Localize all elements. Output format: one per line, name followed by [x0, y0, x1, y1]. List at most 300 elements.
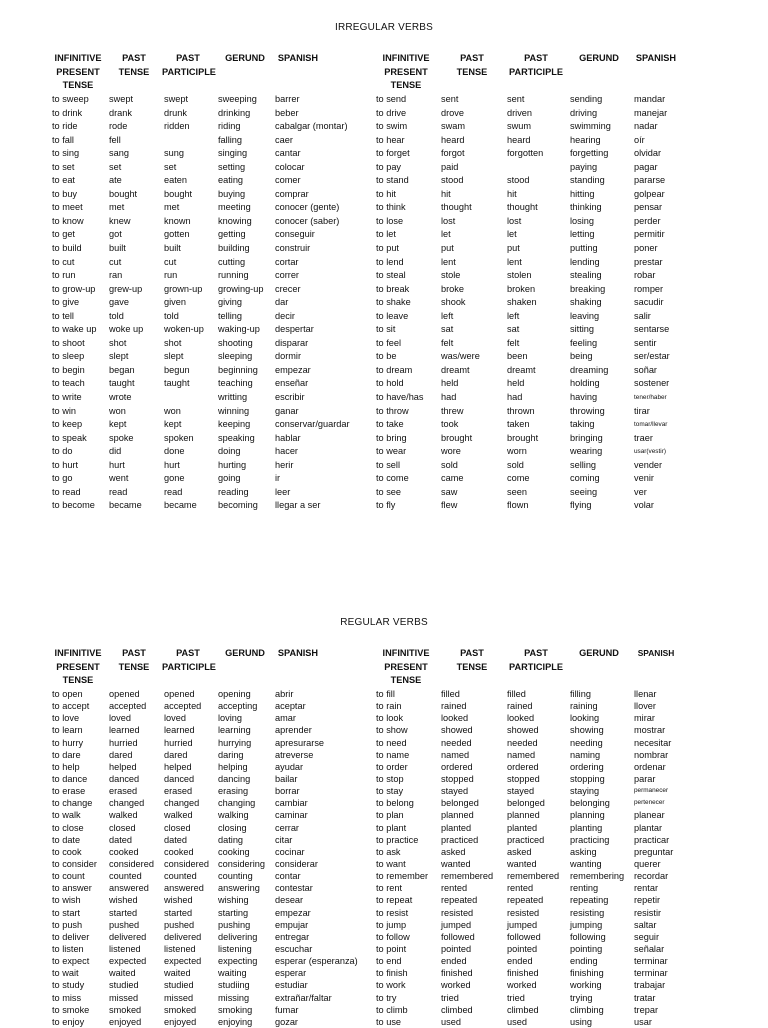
table-cell: practiced [507, 834, 545, 845]
table-cell: cooking [218, 846, 250, 857]
table-cell: fumar [275, 1004, 299, 1015]
table-cell: to order [376, 761, 408, 772]
table-cell: walked [109, 810, 138, 821]
table-cell: met [164, 202, 180, 213]
table-cell: to see [376, 486, 402, 497]
table-cell: nombrar [634, 749, 669, 760]
table-cell: to build [52, 243, 82, 254]
table-cell: bailar [275, 773, 298, 784]
table-cell: lending [570, 256, 600, 267]
table-cell: throwing [570, 405, 605, 416]
irregular-left-participle-col [164, 93, 204, 513]
table-cell: permanecer [634, 787, 669, 795]
table-cell: hit [507, 188, 517, 199]
table-cell: conocer (saber) [275, 215, 340, 226]
table-cell: drank [109, 107, 132, 118]
table-cell: llenar [634, 689, 657, 699]
table-cell: sold [441, 459, 458, 470]
table-cell: walking [218, 810, 249, 821]
table-cell: to wear [376, 446, 407, 457]
table-cell: kept [164, 419, 182, 430]
table-cell: teaching [218, 378, 253, 389]
regular-right-participle-col [507, 688, 559, 1028]
table-cell: to consider [52, 858, 97, 869]
table-cell: aprender [275, 725, 312, 736]
table-cell: built [109, 243, 126, 254]
table-cell: to rain [376, 701, 402, 712]
table-cell: won [109, 405, 126, 416]
table-cell: to open [52, 689, 83, 699]
table-cell: to send [376, 94, 407, 104]
table-cell: taught [164, 378, 190, 389]
table-cell: running [218, 270, 249, 281]
table-cell: left [507, 310, 520, 321]
table-cell: cut [109, 256, 122, 267]
table-cell: heard [507, 134, 531, 145]
table-cell: taking [570, 419, 595, 430]
table-cell: to run [52, 270, 76, 281]
table-cell: learned [164, 725, 195, 736]
table-cell: putting [570, 243, 598, 254]
regular-left-past-col [109, 688, 154, 1028]
table-cell: winning [218, 405, 250, 416]
table-cell: losing [570, 215, 595, 226]
table-cell: colocar [275, 161, 305, 172]
table-cell: lent [441, 256, 456, 267]
table-cell: to repeat [376, 895, 413, 906]
table-cell: considered [109, 858, 154, 869]
table-cell [507, 161, 543, 175]
table-cell: ayudar [275, 761, 304, 772]
table-cell: hurt [164, 459, 180, 470]
regular-verbs-title: REGULAR VERBS [340, 617, 428, 628]
table-cell: gotten [164, 229, 190, 240]
table-cell: setting [218, 161, 246, 172]
table-cell: planning [570, 810, 605, 821]
table-cell: held [441, 378, 459, 389]
table-cell: starting [218, 907, 249, 918]
table-cell: leaving [570, 310, 600, 321]
table-cell: to drink [52, 107, 83, 118]
table-cell: ordered [507, 761, 539, 772]
table-cell: resistir [634, 907, 662, 918]
table-cell: to pay [376, 161, 402, 172]
table-cell: run [164, 270, 178, 281]
table-cell: to do [52, 446, 73, 457]
table-cell: to smoke [52, 1004, 90, 1015]
table-cell: reading [218, 486, 249, 497]
table-cell: became [109, 500, 142, 511]
table-cell: named [441, 749, 470, 760]
header-past-tense: PAST TENSE [118, 53, 150, 77]
table-cell: contestar [275, 883, 313, 894]
table-cell: cantar [275, 148, 301, 159]
regular-left-infinitive-col [52, 688, 97, 1028]
table-cell: worked [441, 980, 471, 991]
header-past-participle: PAST PARTICIPLE [509, 648, 563, 672]
header-spanish: SPANISH [277, 53, 319, 63]
table-cell: ver [634, 486, 647, 497]
table-cell: wanting [570, 858, 602, 869]
table-cell: to change [52, 798, 93, 809]
regular-left-participle-col [164, 688, 209, 1028]
table-cell: to feel [376, 337, 402, 348]
table-cell: named [507, 749, 536, 760]
table-cell: staying [570, 786, 600, 797]
table-cell: learning [218, 725, 251, 736]
table-cell: jumped [441, 919, 472, 930]
table-cell: to cook [52, 846, 82, 857]
table-cell: to sleep [52, 351, 85, 362]
table-cell: paying [570, 161, 598, 172]
header-past-participle: PAST PARTICIPLE [162, 648, 216, 672]
table-cell: empezar [275, 364, 311, 375]
table-cell: smoking [218, 1004, 253, 1015]
table-cell: drunk [164, 107, 187, 118]
table-cell: stood [441, 175, 464, 186]
table-cell: drinking [218, 107, 251, 118]
table-cell: pushing [218, 919, 251, 930]
table-cell: salir [634, 310, 651, 321]
table-cell: followed [507, 931, 541, 942]
table-cell: to want [376, 858, 406, 869]
table-cell: accepted [164, 701, 202, 712]
table-cell: permitir [634, 229, 665, 240]
table-cell: to plant [376, 822, 407, 833]
table-cell: conservar/guardar [275, 419, 350, 430]
table-cell: letting [570, 229, 595, 240]
table-cell: beginning [218, 364, 258, 375]
irregular-verbs-title: IRREGULAR VERBS [334, 22, 434, 33]
table-cell: closed [164, 822, 191, 833]
table-cell: swimming [570, 121, 611, 132]
table-cell: riding [218, 121, 241, 132]
table-cell: parar [634, 773, 656, 784]
table-cell: breaking [570, 283, 606, 294]
irregular-left-infinitive-col [52, 93, 96, 513]
table-cell: bringing [570, 432, 603, 443]
table-cell: hurrying [218, 737, 252, 748]
table-cell: read [109, 486, 128, 497]
table-cell: shaken [507, 297, 537, 308]
table-cell: drove [441, 107, 464, 118]
table-cell: to shake [376, 297, 411, 308]
table-cell: to answer [52, 883, 92, 894]
table-cell: to win [52, 405, 77, 416]
table-cell: brought [441, 432, 473, 443]
table-cell: cooked [164, 846, 194, 857]
table-cell: studied [164, 980, 194, 991]
table-cell: bought [109, 188, 138, 199]
table-cell: contar [275, 871, 301, 882]
table-cell: delivered [109, 931, 147, 942]
table-cell: to grow-up [52, 283, 96, 294]
table-cell: building [218, 243, 250, 254]
header-gerund: GERUND [579, 648, 619, 658]
table-cell: señalar [634, 943, 665, 954]
table-cell: waking-up [218, 324, 260, 335]
table-cell: saw [441, 486, 458, 497]
table-cell: wished [109, 895, 138, 906]
table-cell: pointed [507, 943, 538, 954]
table-cell: to write [52, 392, 82, 403]
table-cell: ridden [164, 121, 190, 132]
table-cell: soñar [634, 364, 657, 375]
table-cell: sat [507, 324, 520, 335]
table-cell: sentarse [634, 324, 670, 335]
table-cell: shooting [218, 337, 253, 348]
table-cell: felt [507, 337, 520, 348]
table-cell: to swim [376, 121, 408, 132]
table-cell: seeing [570, 486, 598, 497]
table-cell: hacer [275, 446, 298, 457]
table-cell: swum [507, 121, 531, 132]
irregular-right-spanish-col [634, 93, 670, 513]
table-cell: to cut [52, 256, 75, 267]
table-cell: loved [164, 713, 186, 724]
table-cell: woken-up [164, 324, 204, 335]
table-cell: to lose [376, 215, 404, 226]
table-cell: querer [634, 858, 661, 869]
table-cell: let [441, 229, 451, 240]
table-cell: used [507, 1016, 527, 1027]
table-cell: to hear [376, 134, 405, 145]
table-cell: showed [441, 725, 473, 736]
table-cell: opened [164, 689, 195, 699]
table-cell: tried [507, 992, 525, 1003]
irregular-left-spanish-col [275, 93, 350, 513]
table-cell: to sell [376, 459, 401, 470]
table-cell: keeping [218, 419, 251, 430]
table-cell: wanted [507, 858, 537, 869]
table-cell: ended [507, 956, 533, 967]
table-cell: hurried [109, 737, 138, 748]
table-cell: planned [441, 810, 474, 821]
table-cell: driving [570, 107, 598, 118]
table-cell: planned [507, 810, 540, 821]
table-cell: atreverse [275, 749, 314, 760]
table-cell: forgotten [507, 148, 544, 159]
table-cell: rented [507, 883, 534, 894]
table-cell: pointing [570, 943, 603, 954]
table-cell: climbed [441, 1004, 473, 1015]
table-cell: to sit [376, 324, 396, 335]
table-cell: erased [164, 786, 193, 797]
table-cell: looked [507, 713, 535, 724]
table-cell: resisted [507, 907, 540, 918]
table-cell: helped [164, 761, 192, 772]
table-cell: to shoot [52, 337, 85, 348]
header-infinitive: INFINITIVE PRESENT TENSE [382, 648, 430, 686]
table-cell: waited [109, 968, 136, 979]
table-cell: thinking [570, 202, 602, 213]
table-cell: opening [218, 689, 251, 699]
header-past-tense: PAST TENSE [118, 648, 150, 672]
table-cell: to erase [52, 786, 86, 797]
table-cell: planear [634, 810, 665, 821]
table-cell [164, 134, 204, 148]
table-cell: answered [109, 883, 149, 894]
table-cell: to hurt [52, 459, 79, 470]
table-cell: ordering [570, 761, 604, 772]
table-cell: hearing [570, 134, 601, 145]
table-cell: to climb [376, 1004, 408, 1015]
table-cell: taken [507, 419, 530, 430]
header-infinitive: INFINITIVE PRESENT TENSE [382, 53, 430, 91]
regular-right-gerund-col [570, 688, 624, 1028]
table-cell: belonged [507, 798, 545, 809]
table-cell: to teach [52, 378, 85, 389]
table-cell: repeating [570, 895, 609, 906]
table-cell: known [164, 215, 191, 226]
table-cell: aceptar [275, 701, 306, 712]
table-cell: eaten [164, 175, 187, 186]
table-cell: sold [507, 459, 524, 470]
table-cell: entregar [275, 931, 310, 942]
table-cell: to deliver [52, 931, 90, 942]
table-cell: enjoyed [109, 1016, 142, 1027]
table-cell: coming [570, 473, 600, 484]
header-spanish: SPANISH [635, 53, 677, 63]
header-gerund: GERUND [225, 53, 265, 63]
table-cell: dared [109, 749, 133, 760]
table-cell: smoked [164, 1004, 197, 1015]
table-cell: following [570, 931, 606, 942]
table-cell: doing [218, 446, 241, 457]
table-cell: needing [570, 737, 603, 748]
table-cell: herir [275, 459, 294, 470]
table-cell: wearing [570, 446, 603, 457]
table-cell: comer [275, 175, 301, 186]
table-cell: hit [441, 188, 451, 199]
table-cell: shook [441, 297, 466, 308]
table-cell: esperar [275, 968, 307, 979]
table-cell: taught [109, 378, 135, 389]
table-cell: eating [218, 175, 244, 186]
table-cell: told [109, 310, 124, 321]
table-cell: studied [109, 980, 139, 991]
table-cell: to show [376, 725, 408, 736]
table-cell: got [109, 229, 122, 240]
table-cell: heard [441, 134, 465, 145]
table-cell: missed [109, 992, 139, 1003]
table-cell: to take [376, 419, 404, 430]
table-cell: to stand [376, 175, 409, 186]
table-cell: to try [376, 992, 397, 1003]
table-cell: dated [109, 834, 132, 845]
table-cell: hablar [275, 432, 301, 443]
table-cell: built [164, 243, 181, 254]
irregular-right-participle-col [507, 93, 543, 513]
table-cell: seen [507, 486, 527, 497]
table-cell: danced [109, 773, 140, 784]
table-cell: broken [507, 283, 536, 294]
table-cell: usar(vestir) [634, 448, 666, 456]
table-cell: dreamt [441, 364, 470, 375]
table-cell: escuchar [275, 943, 313, 954]
table-cell: smoked [109, 1004, 142, 1015]
table-cell: olvidar [634, 148, 662, 159]
table-cell: wished [164, 895, 193, 906]
table-cell: to ask [376, 846, 401, 857]
table-cell: renting [570, 883, 599, 894]
table-cell: to practice [376, 834, 419, 845]
header-spanish: SPANISH [277, 648, 319, 658]
table-cell: had [441, 392, 457, 403]
table-cell: pensar [634, 202, 663, 213]
table-cell: empujar [275, 919, 309, 930]
table-cell: missed [164, 992, 194, 1003]
table-cell: to stop [376, 773, 404, 784]
table-cell: tried [441, 992, 459, 1003]
table-cell: dared [164, 749, 188, 760]
header-past-tense: PAST TENSE [456, 648, 488, 672]
table-cell: daring [218, 749, 244, 760]
table-cell: accepted [109, 701, 147, 712]
table-cell: driven [507, 107, 533, 118]
regular-right-infinitive-col [376, 688, 428, 1028]
table-cell: asked [441, 846, 466, 857]
table-cell: erasing [218, 786, 249, 797]
table-cell: mirar [634, 713, 655, 724]
table-cell: brought [507, 432, 539, 443]
table-cell: golpear [634, 188, 665, 199]
table-cell: repetir [634, 895, 661, 906]
regular-left-spanish-col [275, 688, 358, 1028]
table-cell: to look [376, 713, 404, 724]
table-cell: to get [52, 229, 75, 240]
table-cell: ate [109, 175, 122, 186]
table-cell: walked [164, 810, 193, 821]
table-cell: cocinar [275, 846, 305, 857]
table-cell: to hurry [52, 737, 84, 748]
table-cell: flying [570, 500, 592, 511]
table-cell: trepar [634, 1004, 659, 1015]
table-cell: sung [164, 148, 184, 159]
table-cell: llover [634, 701, 656, 712]
table-cell: tratar [634, 992, 656, 1003]
table-cell: set [109, 161, 122, 172]
regular-left-gerund-col [218, 688, 265, 1028]
table-cell: to sweep [52, 94, 89, 104]
table-cell: to give [52, 297, 80, 308]
table-cell: dormir [275, 351, 302, 362]
regular-right-spanish-col [634, 688, 673, 1028]
table-cell: to help [52, 761, 80, 772]
table-cell: gave [109, 297, 129, 308]
table-cell: knew [109, 215, 131, 226]
table-cell: ended [441, 956, 467, 967]
table-cell: showed [507, 725, 539, 736]
table-cell: swept [164, 94, 189, 104]
table-cell: lost [441, 215, 456, 226]
table-cell: pointed [441, 943, 472, 954]
table-cell: to dance [52, 773, 88, 784]
table-cell: listened [164, 943, 196, 954]
table-cell: was/were [441, 351, 480, 362]
table-cell: kept [109, 419, 127, 430]
table-cell: rained [507, 701, 533, 712]
table-cell: dreamt [507, 364, 536, 375]
table-cell: to walk [52, 810, 81, 821]
table-cell: threw [441, 405, 464, 416]
table-cell: forgot [441, 148, 465, 159]
table-cell: climbed [507, 1004, 539, 1015]
table-cell: to become [52, 500, 95, 511]
table-cell: worked [507, 980, 537, 991]
table-cell: left [441, 310, 454, 321]
table-cell: getting [218, 229, 246, 240]
